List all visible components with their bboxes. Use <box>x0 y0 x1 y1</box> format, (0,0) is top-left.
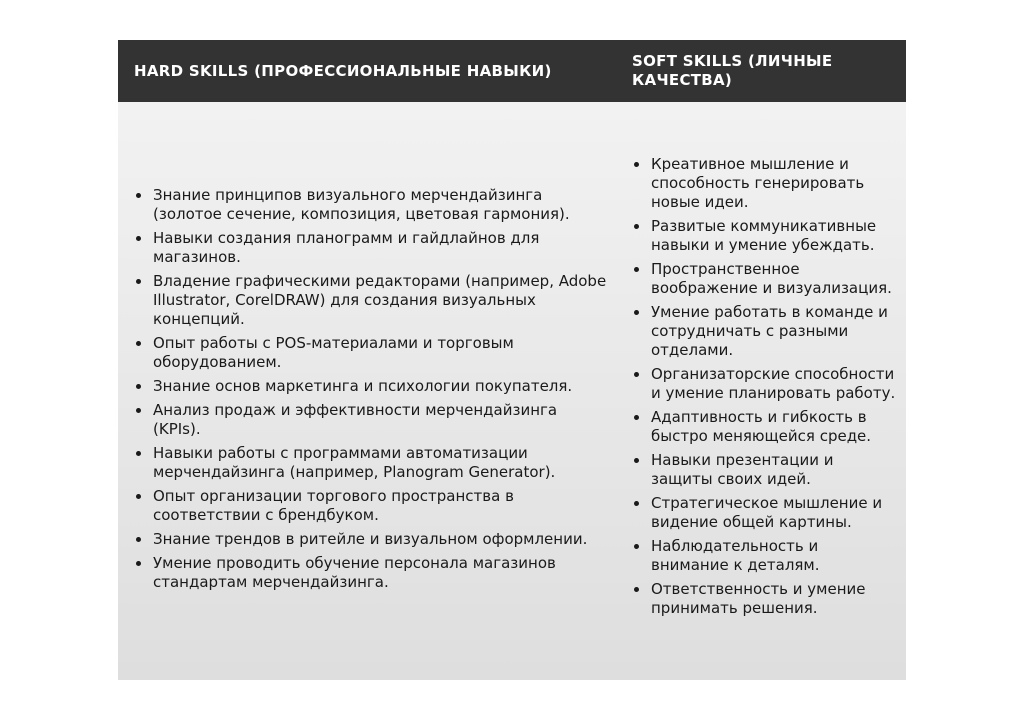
soft-skills-cell <box>616 102 906 680</box>
soft-skills-header: SOFT SKILLS (ЛИЧНЫЕ КАЧЕСТВА) <box>632 52 833 89</box>
hard-skill-item: Навыки создания планограмм и гайдлайнов для магазинов. <box>134 229 608 267</box>
hard-skills-list <box>134 186 608 597</box>
hard-skill-item: Владение графическими редакторами (например, Adobe Illustrator, CorelDRAW) для создания визуальных концепций. <box>134 272 608 329</box>
soft-skill-item: Развитые коммуникативные навыки и умение убеждать. <box>632 217 898 255</box>
soft-skills-list <box>632 155 898 623</box>
soft-skill-item: Ответственность и умение принимать решения. <box>632 580 898 618</box>
soft-skill-item: Креативное мышление и способность генерировать новые идеи. <box>632 155 898 212</box>
hard-skills-cell <box>118 102 616 680</box>
hard-skill-item: Опыт работы с POS-материалами и торговым оборудованием. <box>134 334 608 372</box>
soft-skill-item: Стратегическое мышление и видение общей картины. <box>632 494 898 532</box>
hard-skill-item: Знание основ маркетинга и психологии покупателя. <box>134 377 608 396</box>
hard-skills-header: HARD SKILLS (ПРОФЕССИОНАЛЬНЫЕ НАВЫКИ) <box>134 61 552 80</box>
table-body <box>118 102 906 680</box>
soft-skill-item: Навыки презентации и защиты своих идей. <box>632 451 898 489</box>
hard-skill-item: Знание трендов в ритейле и визуальном оформлении. <box>134 530 608 549</box>
hard-skill-item: Анализ продаж и эффективности мерчендайзинга (KPIs). <box>134 401 608 439</box>
soft-skill-item: Организаторские способности и умение планировать работу. <box>632 365 898 403</box>
soft-skill-item: Наблюдательность и внимание к деталям. <box>632 537 898 575</box>
soft-skill-item: Адаптивность и гибкость в быстро меняющейся среде. <box>632 408 898 446</box>
soft-skill-item: Умение работать в команде и сотрудничать с разными отделами. <box>632 303 898 360</box>
hard-skill-item: Умение проводить обучение персонала магазинов стандартам мерчендайзинга. <box>134 554 608 592</box>
soft-skill-item: Пространственное воображение и визуализация. <box>632 260 898 298</box>
hard-skill-item: Опыт организации торгового пространства в соответствии с брендбуком. <box>134 487 608 525</box>
skills-table <box>118 40 906 680</box>
table-header <box>118 40 906 102</box>
hard-skill-item: Знание принципов визуального мерчендайзинга (золотое сечение, композиция, цветовая гармония). <box>134 186 608 224</box>
hard-skill-item: Навыки работы с программами автоматизации мерчендайзинга (например, Planogram Generator). <box>134 444 608 482</box>
